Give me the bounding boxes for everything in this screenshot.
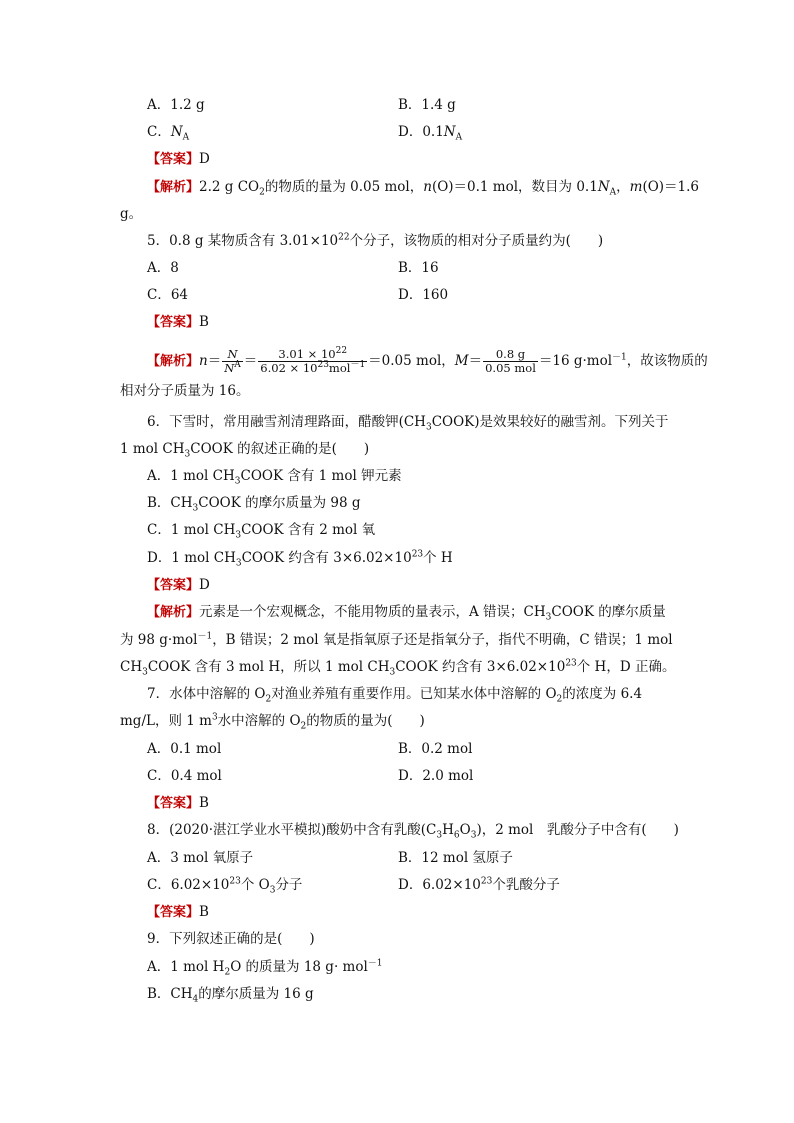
q4-explanation-line1: 【解析】2.2 g $CO_2$的物质的量为 0.05 mol，n(O)＝0.1 mol，数目为 $0.1N_A$，m(O)＝1.6 bbox=[147, 179, 700, 198]
q4-answer: 【答案】D bbox=[147, 151, 210, 167]
q7-stem-line1: 7．水体中溶解的 $O_2$对渔业养殖有重要作用。已知某水体中溶解的 $O_2$的浓度为 6.4 bbox=[147, 686, 643, 705]
q5-option-c: C．64 bbox=[147, 287, 189, 303]
q4-option-c: C．$N_A$ bbox=[147, 124, 190, 143]
q4-option-b: B．1.4 g bbox=[398, 97, 456, 113]
q6-answer: 【答案】D bbox=[147, 577, 210, 593]
q6-explanation-line2: 为 98 g·mol$^{-1}$，B 错误；2 mol 氧是指氧原子还是指氧分子，指代不明确，C 错误；1 mol bbox=[120, 631, 673, 648]
q5-option-d: D．160 bbox=[398, 287, 449, 303]
q8-answer: 【答案】B bbox=[147, 904, 209, 920]
q6-option-d: D．1 mol $CH_3COOK$ 约含有 $3\times 6.02\times 10^{23}$个 H bbox=[147, 549, 453, 569]
explanation-tag: 【解析】 bbox=[147, 605, 200, 620]
q5-explanation-line1: 【解析】n＝ $\frac{N}{N^A}$ ＝ $\frac{3.01 \times 10^{22}}{6.02 \times 10^{23}mol^{-1}}$ ＝0.05 mol，M＝ $\frac{0.8 g}{\text{0.05 mol}}$ ＝16 g·mol$^{-1}$，故该物质的 bbox=[147, 346, 708, 375]
q4-option-a: A．1.2 g bbox=[147, 97, 205, 113]
answer-tag: 【答案】 bbox=[147, 905, 200, 920]
q6-option-b: B．$CH_3COOK$ 的摩尔质量为 98 g bbox=[147, 495, 361, 514]
answer-tag: 【答案】 bbox=[147, 152, 200, 167]
q9-option-a: A．1 mol $H_2O$ 的质量为 18 g· mol$^{-1}$ bbox=[147, 958, 383, 978]
q6-stem-line2: 1 mol $CH_3COOK$ 的叙述正确的是( ) bbox=[120, 441, 370, 460]
q9-option-b: B．$CH_4$的摩尔质量为 16 g bbox=[147, 986, 314, 1005]
q8-option-a: A．3 mol 氧原子 bbox=[147, 850, 254, 866]
explanation-tag: 【解析】 bbox=[147, 354, 200, 369]
q4-option-d: D．$0.1N_A$ bbox=[398, 124, 463, 143]
explanation-tag: 【解析】 bbox=[147, 180, 200, 195]
q5-stem: 5．0.8 g 某物质含有 $3.01\times 10^{22}$个分子，该物质的相对分子质量约为( ) bbox=[147, 232, 604, 249]
q6-option-c: C．1 mol $CH_3COOK$ 含有 2 mol 氧 bbox=[147, 522, 376, 541]
q5-answer: 【答案】B bbox=[147, 314, 209, 330]
q8-option-d: D．$6.02\times 10^{23}$个乳酸分子 bbox=[398, 876, 560, 893]
q8-option-b: B．12 mol 氢原子 bbox=[398, 850, 513, 866]
q6-explanation-line1: 【解析】元素是一个宏观概念，不能用物质的量表示，A 错误；$CH_3COOK$ 的摩尔质量 bbox=[147, 604, 666, 623]
fraction-n-over-na: $\frac{N}{N^A}$ bbox=[224, 347, 241, 375]
fraction-mass-over-mol: $\frac{0.8 g}{\text{0.05 mol}}$ bbox=[485, 347, 536, 375]
q7-option-a: A．0.1 mol bbox=[147, 741, 222, 757]
q5-option-b: B．16 bbox=[398, 260, 439, 276]
q9-stem: 9．下列叙述正确的是( ) bbox=[147, 931, 315, 947]
answer-tag: 【答案】 bbox=[147, 315, 200, 330]
answer-tag: 【答案】 bbox=[147, 578, 200, 593]
q6-explanation-line3: $CH_3COOK$ 含有 3 mol H，所以 1 mol $CH_3COOK$ 约含有 $3\times 6.02\times 10^{23}$个 H，D 正确。 bbox=[120, 658, 676, 678]
q8-option-c: C．$6.02\times 10^{23}$个 $O_3$分子 bbox=[147, 876, 303, 896]
q7-option-b: B．0.2 mol bbox=[398, 741, 473, 757]
q5-explanation-line2: 相对分子质量为 16。 bbox=[120, 383, 250, 399]
q7-option-d: D．2.0 mol bbox=[398, 768, 474, 784]
answer-tag: 【答案】 bbox=[147, 796, 200, 811]
q7-stem-line2: mg/L，则 1 $m^3$水中溶解的 $O_2$的物质的量为( ) bbox=[120, 712, 425, 732]
q6-option-a: A．1 mol $CH_3COOK$ 含有 1 mol 钾元素 bbox=[147, 468, 402, 487]
q5-option-a: A．8 bbox=[147, 260, 179, 276]
q4-explanation-line2: g。 bbox=[120, 206, 143, 222]
fraction-numeric: $\frac{3.01 \times 10^{22}}{6.02 \times 10^{23}mol^{-1}}$ bbox=[260, 346, 366, 375]
q8-stem: 8．(2020·湛江学业水平模拟)酸奶中含有乳酸$(C_3H_6O_3)$，2 mol 乳酸分子中含有( ) bbox=[147, 822, 679, 841]
q6-stem-line1: 6．下雪时，常用融雪剂清理路面，醋酸钾$(CH_3COOK)$是效果较好的融雪剂。下列关于 bbox=[147, 414, 669, 433]
q7-answer: 【答案】B bbox=[147, 795, 209, 811]
q7-option-c: C．0.4 mol bbox=[147, 768, 222, 784]
